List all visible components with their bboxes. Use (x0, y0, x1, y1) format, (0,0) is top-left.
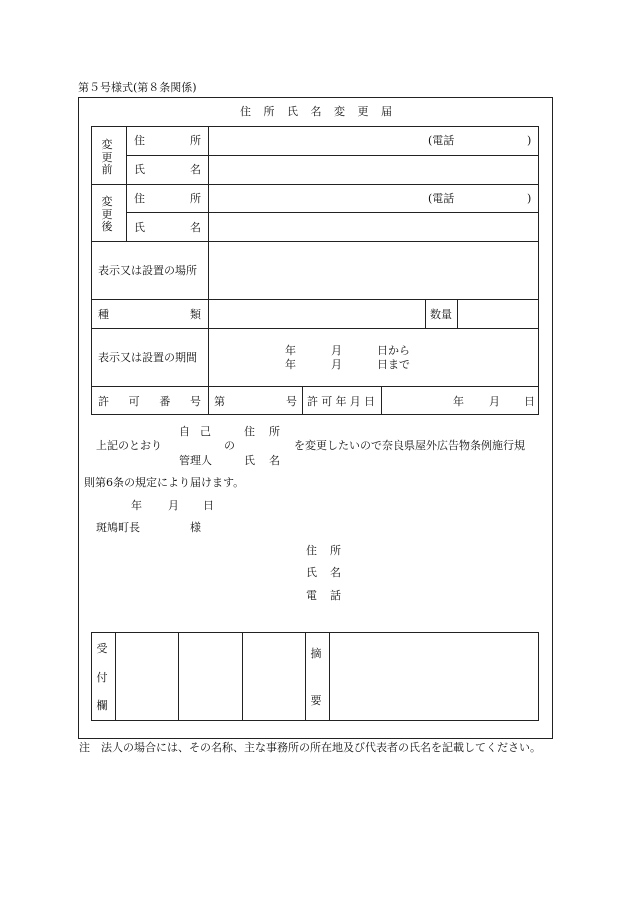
permit-date-day: 日 (524, 395, 535, 408)
statement-line2: 則第6条の規定により届けます。 (84, 476, 245, 489)
before-label (99, 139, 115, 175)
label-char: 類 (190, 308, 201, 321)
period-to-day: 日まで (377, 358, 410, 371)
before-label-char: 変 (101, 138, 113, 151)
col-line (208, 126, 209, 415)
period-to-year: 年 (285, 358, 296, 371)
label-char: 住 (306, 544, 317, 557)
before-name-label (134, 164, 201, 175)
label-char: 番 (159, 395, 171, 408)
permit-date-year: 年 (453, 395, 464, 408)
display-place-label: 表示又は設置の場所 (98, 264, 197, 277)
col-line (115, 632, 116, 721)
addressee-sama: 様 (190, 521, 201, 534)
label-char: 所 (269, 425, 280, 438)
label-char: 許 (307, 395, 318, 408)
statement-name (244, 455, 280, 466)
date-day: 日 (203, 499, 214, 512)
label-char: 氏 (134, 221, 145, 234)
label-char: 住 (134, 192, 145, 205)
label-char: 所 (190, 134, 201, 147)
form-number: 第５号様式(第８条関係) (78, 81, 197, 94)
col-line (425, 299, 426, 328)
before-phone-open: (電話 (428, 134, 455, 147)
statement-no: の (224, 439, 235, 452)
period-from-year: 年 (285, 344, 296, 357)
permit-go: 号 (286, 395, 297, 408)
title-char: 所 (263, 105, 275, 118)
label-char: 名 (269, 454, 280, 467)
label-char: 付 (96, 670, 108, 684)
label-char: 欄 (96, 699, 108, 712)
before-label-char: 前 (101, 163, 113, 176)
date-month: 月 (168, 499, 179, 512)
col-line (178, 632, 179, 721)
title-char: 住 (240, 105, 251, 118)
label-char: 話 (330, 589, 341, 602)
after-label-char: 後 (101, 220, 113, 233)
reception-label (95, 643, 109, 711)
summary-label (309, 648, 323, 706)
row-line (91, 241, 539, 242)
before-phone-close: ) (527, 134, 532, 147)
permit-dai: 第 (214, 395, 225, 408)
row-line (126, 212, 539, 213)
col-line (457, 299, 458, 328)
label-char: 名 (190, 221, 201, 234)
kind-label (98, 309, 201, 320)
applicant-name-label (306, 567, 341, 578)
after-phone-open: (電話 (428, 192, 455, 205)
title-char: 名 (310, 105, 322, 118)
applicant-phone-label (306, 590, 341, 601)
label-char: 可 (128, 395, 140, 408)
after-name-label (134, 222, 201, 233)
label-char: 住 (134, 134, 145, 147)
before-label-char: 更 (101, 150, 113, 164)
label-char: 住 (244, 425, 255, 438)
label-char: 摘 (310, 647, 322, 660)
row-line (126, 155, 539, 156)
label-char: 許 (98, 395, 109, 408)
addressee: 斑鳩町長 (96, 521, 140, 534)
label-char: 年 (335, 395, 347, 408)
row-line (91, 299, 539, 300)
footnote: 注 法人の場合には、その名称、主な事務所の所在地及び代表者の氏名を記載してください。 (79, 741, 541, 754)
date-year: 年 (131, 499, 142, 512)
statement-suffix: を変更したいので奈良県屋外広告物条例施行規 (294, 439, 525, 452)
row-line (91, 328, 539, 329)
label-char: 種 (98, 308, 109, 321)
after-label (99, 196, 115, 232)
form-title (240, 106, 392, 117)
row-line (91, 184, 539, 185)
title-char: 変 (334, 105, 345, 118)
col-line (242, 632, 243, 721)
period-from-day: 日から (377, 344, 410, 357)
statement-self (179, 426, 211, 437)
label-char: 氏 (306, 566, 317, 579)
label-char: 受 (96, 642, 108, 655)
col-line (305, 632, 306, 721)
label-char: 所 (190, 192, 201, 205)
period-to-month: 月 (331, 358, 342, 371)
label-char: 月 (349, 395, 361, 408)
col-line (302, 386, 303, 415)
period-label: 表示又は設置の期間 (98, 351, 197, 364)
before-address-label (134, 135, 201, 146)
label-char: 可 (321, 395, 333, 408)
label-char: 所 (330, 544, 341, 557)
label-char: 日 (364, 395, 375, 408)
statement-address (244, 426, 280, 437)
period-from-month: 月 (331, 344, 342, 357)
permit-date-month: 月 (489, 395, 500, 408)
label-char: 号 (189, 395, 201, 408)
label-char: 自 (179, 425, 190, 438)
after-phone-close: ) (527, 192, 532, 205)
label-char: 名 (330, 566, 341, 579)
statement-manager: 管理人 (179, 454, 212, 467)
title-char: 氏 (287, 105, 298, 118)
label-char: 電 (306, 589, 317, 602)
row-line (91, 386, 539, 387)
title-char: 更 (357, 105, 369, 118)
statement-prefix: 上記のとおり (96, 439, 162, 452)
after-address-label (134, 193, 201, 204)
col-line (381, 386, 382, 415)
label-char: 氏 (134, 163, 145, 176)
applicant-address-label (306, 545, 341, 556)
permit-date-label (307, 396, 375, 407)
quantity-label: 数量 (430, 308, 452, 321)
after-label-char: 更 (101, 207, 113, 221)
label-char: 名 (190, 163, 201, 176)
label-char: 己 (200, 425, 211, 438)
col-line (126, 126, 127, 241)
permit-number-label (98, 396, 201, 407)
label-char: 氏 (244, 454, 255, 467)
title-char: 届 (381, 105, 392, 118)
col-line (329, 632, 330, 721)
label-char: 要 (310, 694, 322, 707)
after-label-char: 変 (101, 195, 113, 208)
